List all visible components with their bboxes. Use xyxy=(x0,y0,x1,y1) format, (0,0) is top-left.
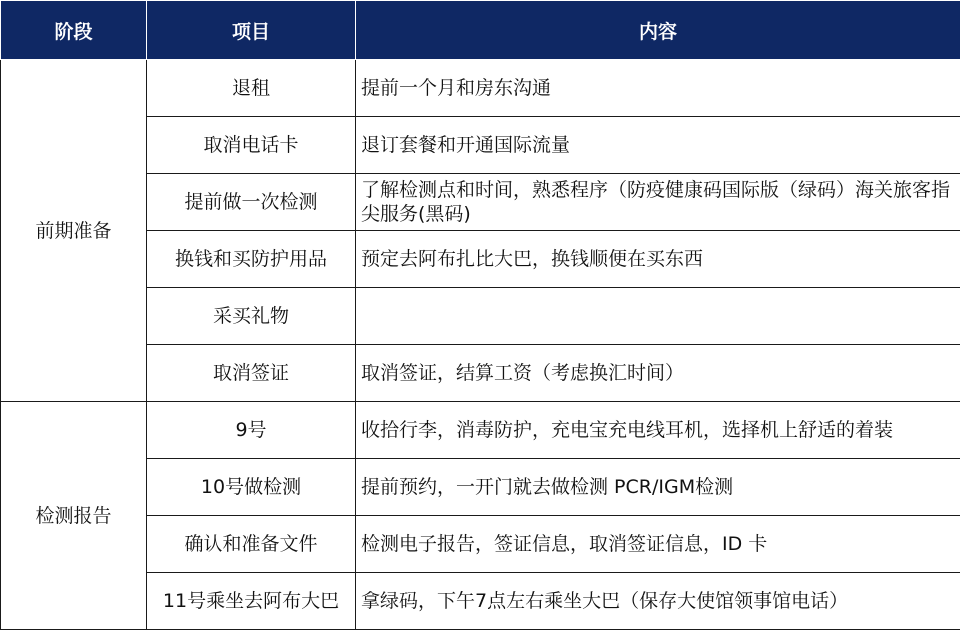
item-cell: 退租 xyxy=(147,60,356,117)
header-row xyxy=(1,1,960,60)
content-cell: 提前预约，一开门就去做检测 PCR/IGM检测 xyxy=(356,459,960,516)
phase-cell: 前期准备 xyxy=(1,60,147,402)
item-cell: 换钱和买防护用品 xyxy=(147,231,356,288)
content-cell xyxy=(356,288,960,345)
content-cell: 取消签证，结算工资（考虑换汇时间） xyxy=(356,345,960,402)
content-cell: 检测电子报告，签证信息，取消签证信息，ID 卡 xyxy=(356,516,960,573)
item-cell: 取消电话卡 xyxy=(147,117,356,174)
content-cell: 了解检测点和时间，熟悉程序（防疫健康码国际版（绿码）海关旅客指尖服务(黑码) xyxy=(356,174,960,231)
item-cell: 11号乘坐去阿布大巴 xyxy=(147,573,356,630)
item-cell: 取消签证 xyxy=(147,345,356,402)
header-phase: 阶段 xyxy=(1,1,147,60)
table-row xyxy=(1,60,960,117)
content-cell: 收拾行李，消毒防护，充电宝充电线耳机，选择机上舒适的着装 xyxy=(356,402,960,459)
content-cell: 提前一个月和房东沟通 xyxy=(356,60,960,117)
phase-cell: 检测报告 xyxy=(1,402,147,630)
item-cell: 9号 xyxy=(147,402,356,459)
content-cell: 拿绿码，下午7点左右乘坐大巴（保存大使馆领事馆电话） xyxy=(356,573,960,630)
content-cell: 预定去阿布扎比大巴，换钱顺便在买东西 xyxy=(356,231,960,288)
table-row xyxy=(1,402,960,459)
content-cell: 退订套餐和开通国际流量 xyxy=(356,117,960,174)
item-cell: 采买礼物 xyxy=(147,288,356,345)
item-cell: 提前做一次检测 xyxy=(147,174,356,231)
header-item: 项目 xyxy=(147,1,356,60)
item-cell: 10号做检测 xyxy=(147,459,356,516)
item-cell: 确认和准备文件 xyxy=(147,516,356,573)
header-content: 内容 xyxy=(356,1,960,60)
